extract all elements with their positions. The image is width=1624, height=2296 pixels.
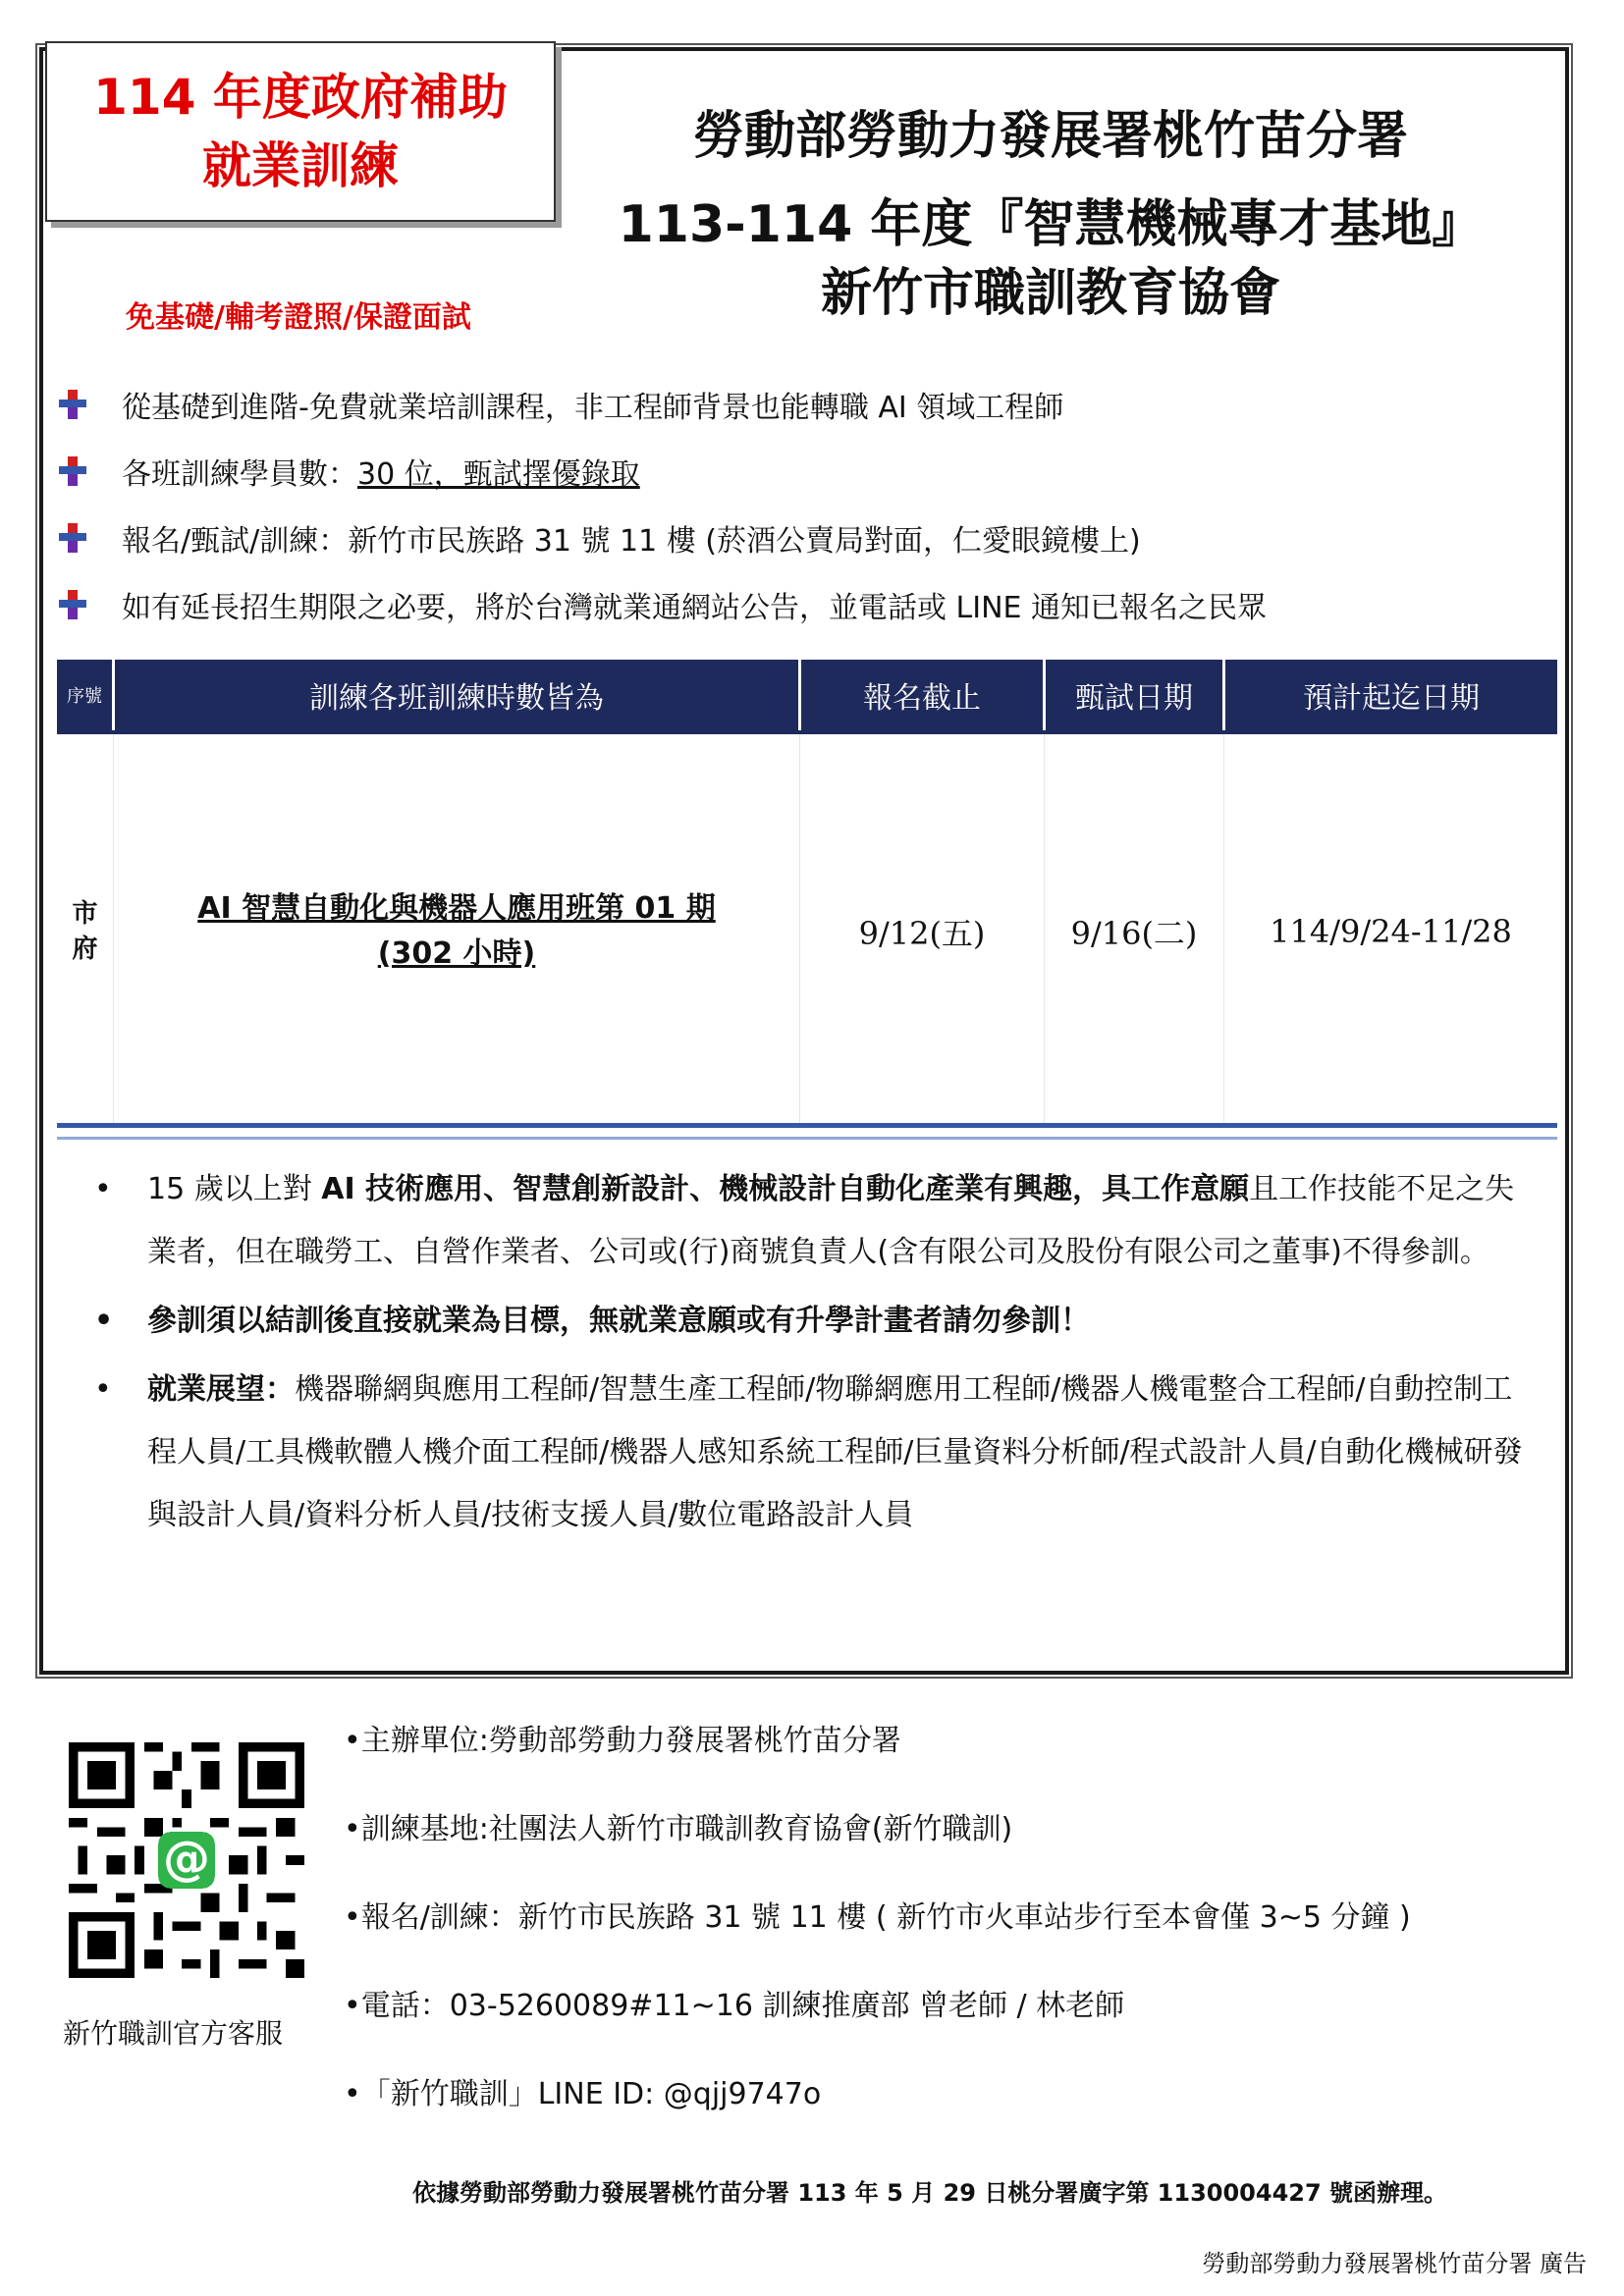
highlight-text: 如有延長招生期限之必要，將於台灣就業通網站公告，並電話或 LINE 通知已報名之民眾 [122,591,1268,625]
highlight-item [59,383,1063,426]
qr-code-image[interactable] [69,1742,304,1978]
career-text: 機器聯網與應用工程師/智慧生產工程師/物聯網應用工程師/機器人機電整合工程師/自動控制工程人員/工具機軟體人機介面工程師/機器人感知系統工程師/巨量資料分析師/程式設計人員/自動化機械研發與設計人員/資料分析人員/技術支援人員/數位電路設計人員 [147,1372,1523,1532]
arrow-bullet-icon [59,590,86,619]
subsidy-badge [45,41,556,222]
cell-course [114,732,800,1129]
divider [57,1123,1557,1128]
highlight-prefix: 各班訓練學員數： [122,457,357,492]
col-deadline: 報名截止 [800,660,1045,732]
requirements-list [94,1158,1538,1553]
svg-text:@: @ [163,1831,211,1887]
header-association: 新竹市職訓教育協會 [820,264,1280,323]
highlight-text: 從基礎到進階-免費就業培訓課程，非工程師背景也能轉職 AI 領域工程師 [122,391,1064,425]
info-phone: •電話：03-5260089#11~16 訓練推廣部 曾老師 / 林老師 [344,1989,1125,2023]
cell-deadline: 9/12(五) [800,732,1045,1129]
arrow-bullet-icon [59,523,86,553]
info-base: •訓練基地:社團法人新竹市職訓教育協會(新竹職訓) [344,1812,1013,1846]
tagline: 免基礎/輔考證照/保證面試 [126,300,471,335]
table-row [57,732,1557,1129]
info-line-id: •「新竹職訓」LINE ID: @qjj9747o [344,2077,822,2111]
highlight-item [59,516,1141,560]
cell-seq [57,732,114,1129]
badge-line2: 就業訓練 [202,137,399,194]
table-header-row [57,660,1557,732]
requirement-goal: • 參訓須以結訓後直接就業為目標，無就業意願或有升學計畫者請勿參訓！ [94,1290,1538,1353]
highlight-item [59,583,1267,626]
requirement-career [94,1359,1538,1547]
col-period: 預計起迄日期 [1224,660,1558,732]
seq-text: 市 府 [72,899,98,964]
qr-caption: 新竹職訓官方客服 [63,2017,284,2050]
req-text: 且工作技能不足之失業者，但在職勞工、自營作業者、公司或(行)商號負責人(含有限公司及股份有限公司之董事)不得參訓。 [147,1172,1515,1269]
divider [57,1137,1557,1140]
highlight-capacity: 30 位，甄試擇優錄取 [357,457,640,492]
arrow-bullet-icon [59,390,86,419]
col-exam: 甄試日期 [1045,660,1224,732]
header-agency: 勞動部勞動力發展署桃竹苗分署 [692,107,1408,166]
header-program: 113-114 年度『智慧機械專才基地』 [618,195,1484,254]
footer-ad-label: 勞動部勞動力發展署桃竹苗分署 廣告 [1202,2250,1587,2277]
requirement-eligibility [94,1158,1538,1284]
cell-period: 114/9/24-11/28 [1224,732,1558,1129]
req-text: 15 歲以上對 [147,1172,322,1206]
cell-exam: 9/16(二) [1045,732,1224,1129]
info-address: •報名/訓練：新竹市民族路 31 號 11 樓 ( 新竹市火車站步行至本會僅 3~5 分鐘 ) [344,1900,1411,1935]
badge-line1: 114 年度政府補助 [93,69,508,126]
col-course: 訓練各班訓練時數皆為 [114,660,800,732]
schedule-table [57,660,1557,1129]
info-host: •主辦單位:勞動部勞動力發展署桃竹苗分署 [344,1724,901,1758]
career-label: 就業展望： [147,1372,295,1407]
authorization-note: 依據勞動部勞動力發展署桃竹苗分署 113 年 5 月 29 日桃分署廣字第 1130004427 號函辦理。 [412,2179,1448,2207]
course-name: AI 智慧自動化與機器人應用班第 01 期 [197,891,716,926]
highlight-text: 報名/甄試/訓練：新竹市民族路 31 號 11 樓 (菸酒公賣局對面，仁愛眼鏡樓上) [122,524,1141,559]
highlight-item [59,450,640,493]
course-hours: (302 小時) [377,936,536,971]
col-seq: 序號 [57,660,114,732]
req-bold-text: AI 技術應用、智慧創新設計、機械設計自動化產業有興趣，具工作意願 [321,1172,1250,1206]
arrow-bullet-icon [59,456,86,486]
